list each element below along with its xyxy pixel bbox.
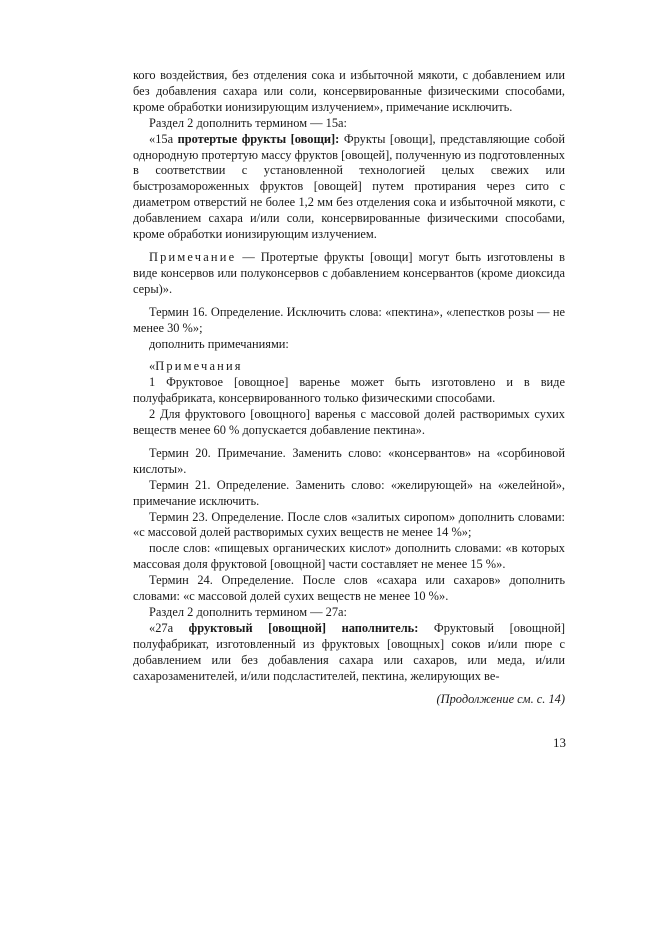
continuation-note: (Продолжение см. с. 14) — [436, 691, 565, 706]
paragraph-15: Раздел 2 дополнить термином — 27а: — [149, 605, 347, 619]
page-number: 13 — [553, 735, 566, 750]
paragraph-1: кого воздействия, без отделения сока и избыточной мякоти, с добавлением или без добавления сахара или соли, консервированные физическими способами, кроме обработки ионизирующим излучением», примечание исключить. — [133, 68, 565, 114]
notes-heading — [133, 359, 565, 375]
term-name: фруктовый [овощной] наполнитель: — [188, 620, 419, 635]
paragraph-14: Термин 24. Определение. После слов «сахара или сахаров» дополнить словами: «с массовой долей сухих веществ не менее 10 %». — [133, 573, 565, 604]
term-number: «27а — [149, 620, 189, 635]
note-2: 2 Для фруктового [овощного] варенья с массовой долей растворимых сухих веществ менее 60 % допускается добавление пектина». — [133, 407, 565, 438]
note-label: Примечание — [149, 249, 237, 264]
paragraph-13: после слов: «пищевых органических кислот» дополнить словами: «в которых массовая доля фруктовой [овощной] части составляет не менее 15 %». — [133, 541, 565, 572]
note-1: 1 Фруктовое [овощное] варенье может быть изготовлено и в виде полуфабриката, консервированного только физическими способами. — [133, 375, 565, 406]
notes-quote: « — [149, 359, 156, 374]
paragraph-11: Термин 21. Определение. Заменить слово: «желирующей» на «желейной», примечание исключить. — [133, 477, 565, 508]
note-text: — Протертые фрукты [овощи] могут быть изготовлены в виде консервов или полуконсервов с добавлением консервантов (кроме диоксида серы)». — [133, 249, 565, 296]
notes-label: Примечания — [155, 359, 243, 374]
term-name: протертые фрукты [овощи]: — [177, 131, 340, 146]
document-body — [133, 68, 565, 707]
paragraph-2: Раздел 2 дополнить термином — 15а: — [149, 115, 347, 130]
term-definition: Фруктовый [овощной] полуфабрикат, изготовленный из фруктовых [овощных] соков и/или пюре с добавлением или без добавления сахара или сахаров, или меда, и/или сахарозаменителей, и/или подсластителей, пектина, желирующих ве- — [133, 620, 565, 683]
paragraph-3 — [133, 132, 565, 243]
paragraph-6: дополнить примечаниями: — [149, 336, 289, 351]
note-paragraph — [133, 250, 565, 298]
paragraph-16 — [133, 621, 565, 685]
paragraph-12: Термин 23. Определение. После слов «залитых сиропом» дополнить словами: «с массовой долей растворимых сухих веществ не менее 14 %»; — [133, 509, 565, 540]
paragraph-10: Термин 20. Примечание. Заменить слово: «консервантов» на «сорбиновой кислоты». — [133, 445, 565, 476]
term-definition: Фрукты [овощи], представляющие собой однородную протертую массу фруктов [овощей], полученную из подготовленных в соответствии с установленной технологией целых свежих или быстрозамороженных фруктов [овощей] путем протирания через сито с диаметром отверстий не более 1,2 мм без отделения сока и избыточной мякоти, с добавлением сахара и/или соли, консервированные физическими способами, кроме обработки ионизирующим излучением. — [133, 131, 565, 242]
term-number: «15а — [149, 131, 178, 146]
paragraph-5: Термин 16. Определение. Исключить слова: «пектина», «лепестков розы — не менее 30 %»; — [133, 304, 565, 335]
